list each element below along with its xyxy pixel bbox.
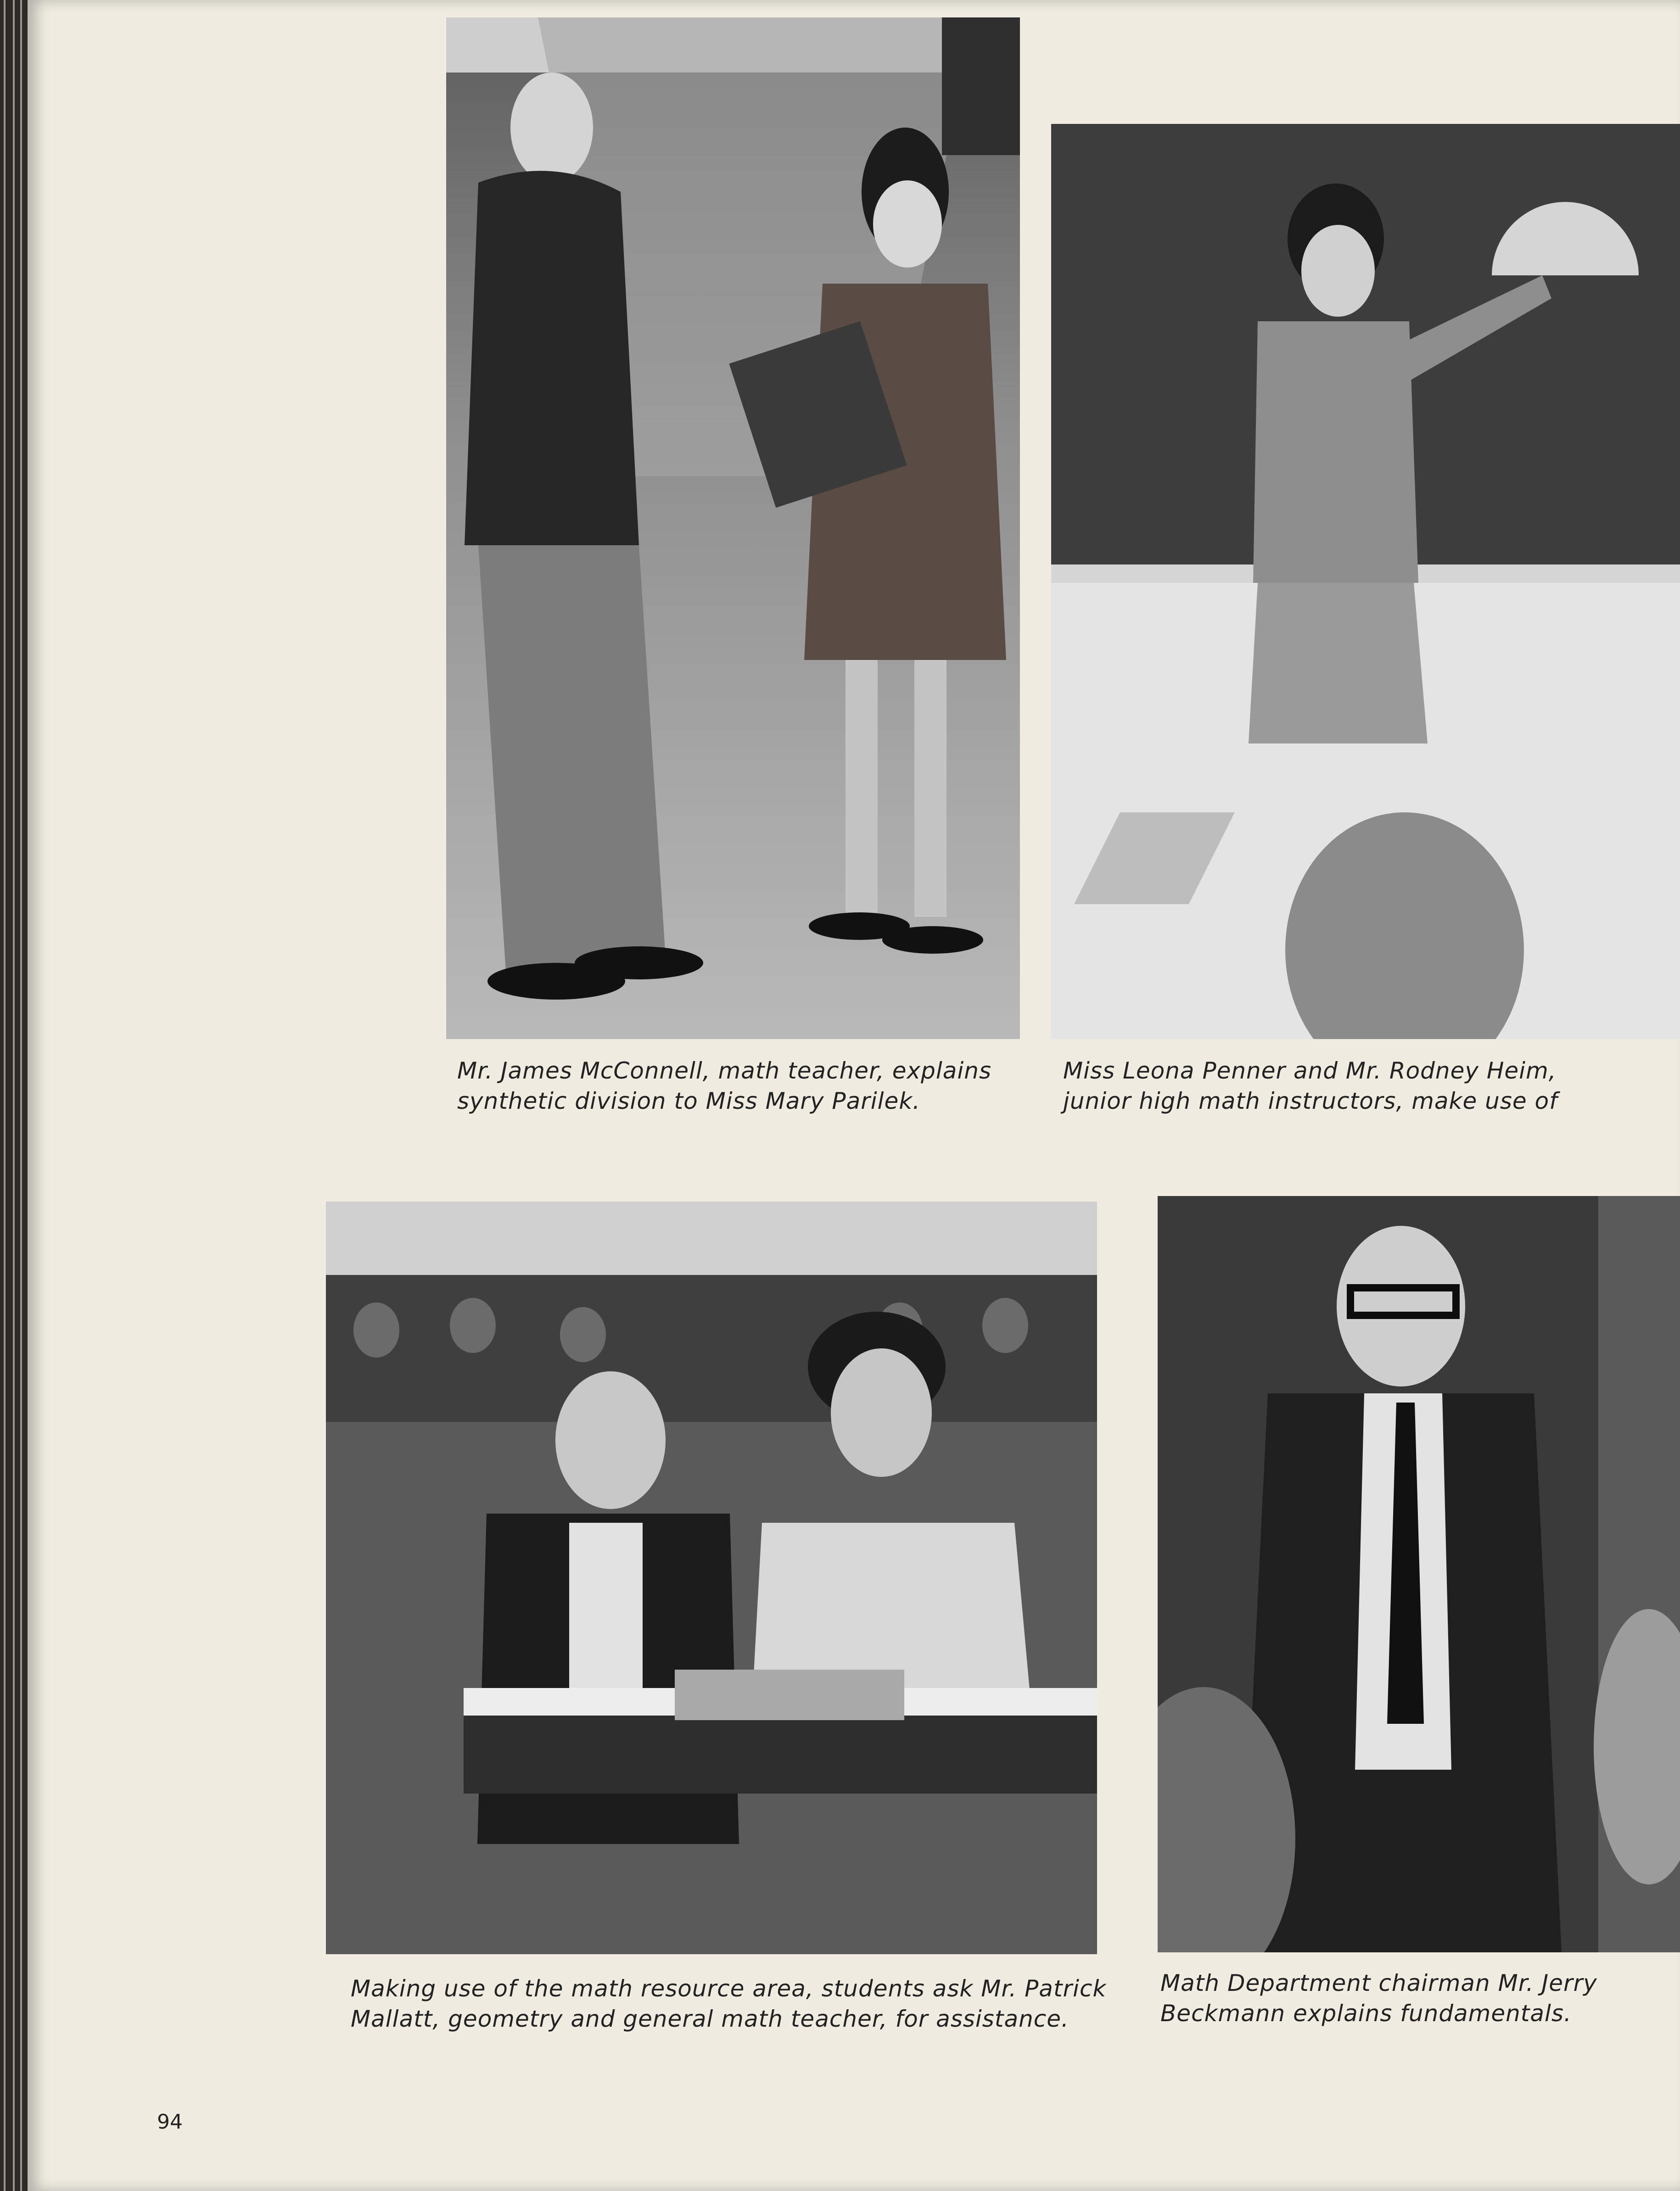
caption-chairman <box>1160 1968 1597 2029</box>
photo-chairman <box>1158 1196 1680 1952</box>
caption-line: junior high math instructors, make use of <box>1063 1088 1558 1114</box>
yearbook-page <box>28 0 1680 2191</box>
binding-edge <box>20 0 22 2191</box>
caption-chalkboard <box>1063 1056 1558 1116</box>
caption-line: synthetic division to Miss Mary Parilek. <box>457 1088 921 1114</box>
caption-hallway <box>457 1056 991 1116</box>
caption-resource-area <box>351 1973 1106 2034</box>
binding-edge <box>13 0 15 2191</box>
caption-line: Miss Leona Penner and Mr. Rodney Heim, <box>1063 1057 1557 1084</box>
caption-line: Beckmann explains fundamentals. <box>1160 2000 1572 2027</box>
photo-hallway <box>446 17 1020 1039</box>
caption-line: Math Department chairman Mr. Jerry <box>1160 1970 1597 1996</box>
photo-resource-area <box>326 1202 1097 1954</box>
caption-line: Making use of the math resource area, students ask Mr. Patrick <box>351 1975 1107 2002</box>
caption-line: Mallatt, geometry and general math teacher, for assistance. <box>351 2006 1069 2032</box>
caption-line: Mr. James McConnell, math teacher, explains <box>457 1057 992 1084</box>
photo-chalkboard <box>1051 124 1680 1039</box>
binding-edge <box>4 0 6 2191</box>
page-number: 94 <box>157 2110 183 2134</box>
